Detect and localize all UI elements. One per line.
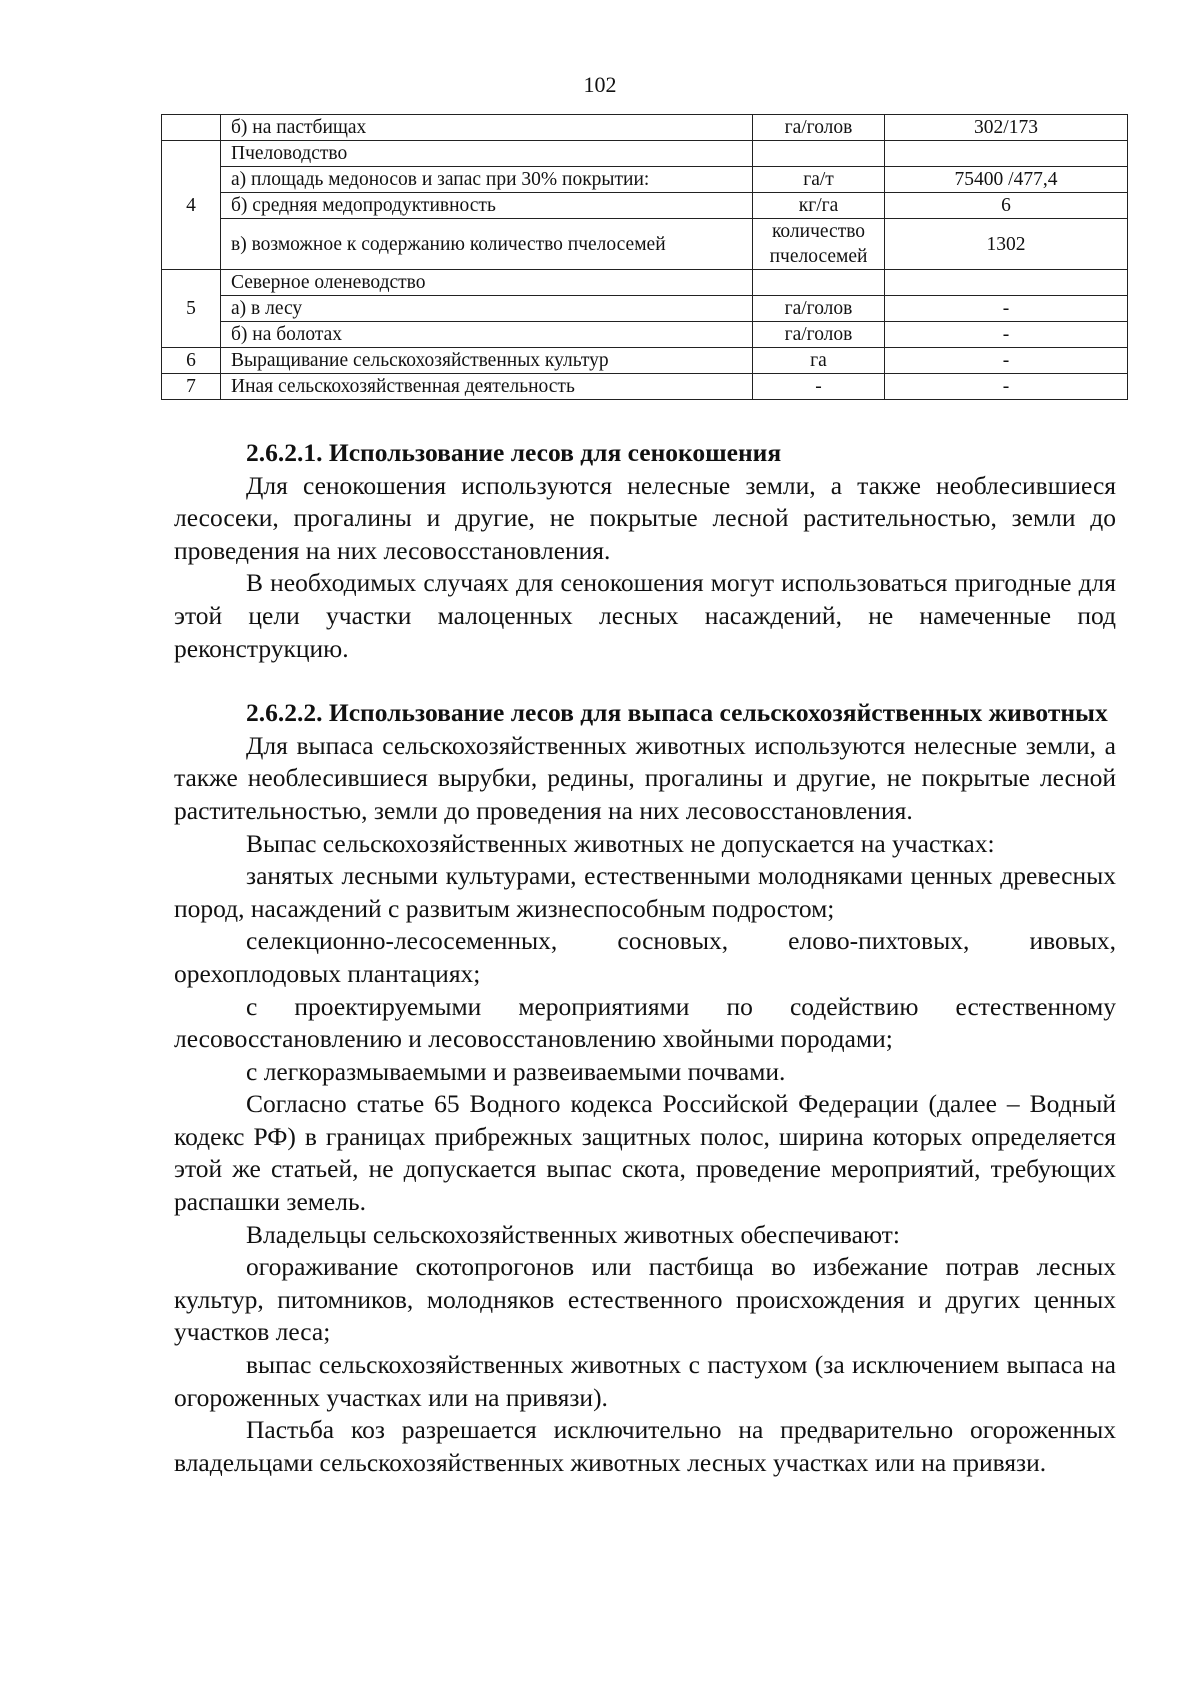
paragraph: Для выпаса сельскохозяйственных животных используются нелесные земли, а также необлесившиеся вырубки, редины, прогалины и другие, не покрытые лесной растительностью, земли до проведения на них лесовосстановления. bbox=[174, 730, 1116, 825]
row-unit: - bbox=[753, 374, 885, 400]
table-row bbox=[162, 348, 1128, 374]
paragraph: Выпас сельскохозяйственных животных не допускается на участках: bbox=[246, 828, 995, 858]
paragraph: В необходимых случаях для сенокошения могут использоваться пригодные для этой цели участки малоценных лесных насаждений, не намеченные под реконструкцию. bbox=[174, 568, 1116, 663]
page-number: 102 bbox=[583, 72, 617, 97]
row-value: - bbox=[885, 348, 1128, 374]
row-value: 302/173 bbox=[885, 115, 1128, 141]
table-row bbox=[162, 115, 1128, 141]
table-row bbox=[162, 219, 1128, 270]
data-table bbox=[161, 114, 1128, 400]
row-number bbox=[162, 115, 221, 141]
paragraph: Для сенокошения используются нелесные земли, а также необлесившиеся лесосеки, прогалины и другие, не покрытые лесной растительностью, земли до проведения на них лесовосстановления. bbox=[174, 470, 1116, 565]
table-row bbox=[162, 193, 1128, 219]
row-unit: га bbox=[753, 348, 885, 374]
paragraph: Пастьба коз разрешается исключительно на предварительно огороженных владельцами сельскохозяйственных животных лесных участках или на привязи. bbox=[174, 1415, 1116, 1477]
row-value: - bbox=[885, 296, 1128, 322]
row-number: 5 bbox=[162, 270, 221, 348]
row-name: а) площадь медоносов и запас при 30% покрытии: bbox=[221, 167, 753, 193]
row-name: в) возможное к содержанию количество пчелосемей bbox=[221, 219, 753, 270]
row-number: 4 bbox=[162, 141, 221, 270]
row-name: Иная сельскохозяйственная деятельность bbox=[221, 374, 753, 400]
paragraph: занятых лесными культурами, естественными молодняками ценных древесных пород, насаждений с развитым жизнеспособным подростом; bbox=[174, 861, 1116, 923]
paragraph: с проектируемыми мероприятиями по содействию естественному лесовосстановлению и лесовосстановлению хвойными породами; bbox=[174, 991, 1116, 1054]
row-value: - bbox=[885, 322, 1128, 348]
paragraph: селекционно-лесосеменных, сосновых, елово-пихтовых, ивовых, орехоплодовых плантациях; bbox=[174, 926, 1116, 988]
section-heading: 2.6.2.2. Использование лесов для выпаса сельскохозяйственных животных bbox=[246, 698, 1108, 728]
table-row bbox=[162, 296, 1128, 322]
row-number: 6 bbox=[162, 348, 221, 374]
row-unit: га/т bbox=[753, 167, 885, 193]
section-heading: 2.6.2.1. Использование лесов для сенокошения bbox=[246, 438, 782, 467]
row-unit: количество пчелосемей bbox=[753, 219, 885, 270]
table-row bbox=[162, 322, 1128, 348]
row-unit: га/голов bbox=[753, 296, 885, 322]
row-value bbox=[885, 270, 1128, 296]
table-row bbox=[162, 167, 1128, 193]
row-value: 1302 bbox=[885, 219, 1128, 270]
row-name: Северное оленеводство bbox=[221, 270, 753, 296]
row-name: Выращивание сельскохозяйственных культур bbox=[221, 348, 753, 374]
paragraph: с легкоразмываемыми и развеиваемыми почвами. bbox=[246, 1056, 786, 1086]
row-name: а) в лесу bbox=[221, 296, 753, 322]
row-unit: кг/га bbox=[753, 193, 885, 219]
table-row bbox=[162, 270, 1128, 296]
row-unit bbox=[753, 141, 885, 167]
row-value: 6 bbox=[885, 193, 1128, 219]
paragraph: Согласно статье 65 Водного кодекса Российской Федерации (далее – Водный кодекс РФ) в границах прибрежных защитных полос, ширина которых определяется этой же статьей, не допускается выпас скота, проведение мероприятий, требующих распашки земель. bbox=[174, 1089, 1116, 1217]
table-row bbox=[162, 374, 1128, 400]
row-name: Пчеловодство bbox=[221, 141, 753, 167]
row-name: б) на пастбищах bbox=[221, 115, 753, 141]
row-unit bbox=[753, 270, 885, 296]
document-body bbox=[174, 437, 1116, 1479]
row-unit: га/голов bbox=[753, 115, 885, 141]
row-unit: га/голов bbox=[753, 322, 885, 348]
row-number: 7 bbox=[162, 374, 221, 400]
row-value bbox=[885, 141, 1128, 167]
row-name: б) на болотах bbox=[221, 322, 753, 348]
paragraph: Владельцы сельскохозяйственных животных обеспечивают: bbox=[246, 1219, 900, 1249]
row-value: - bbox=[885, 374, 1128, 400]
table-row bbox=[162, 141, 1128, 167]
paragraph: выпас сельскохозяйственных животных с пастухом (за исключением выпаса на огороженных участках или на привязи). bbox=[174, 1350, 1116, 1412]
row-value: 75400 /477,4 bbox=[885, 167, 1128, 193]
paragraph: огораживание скотопрогонов или пастбища во избежание потрав лесных культур, питомников, молодняков естественного происхождения и других ценных участков леса; bbox=[174, 1252, 1116, 1347]
row-name: б) средняя медопродуктивность bbox=[221, 193, 753, 219]
